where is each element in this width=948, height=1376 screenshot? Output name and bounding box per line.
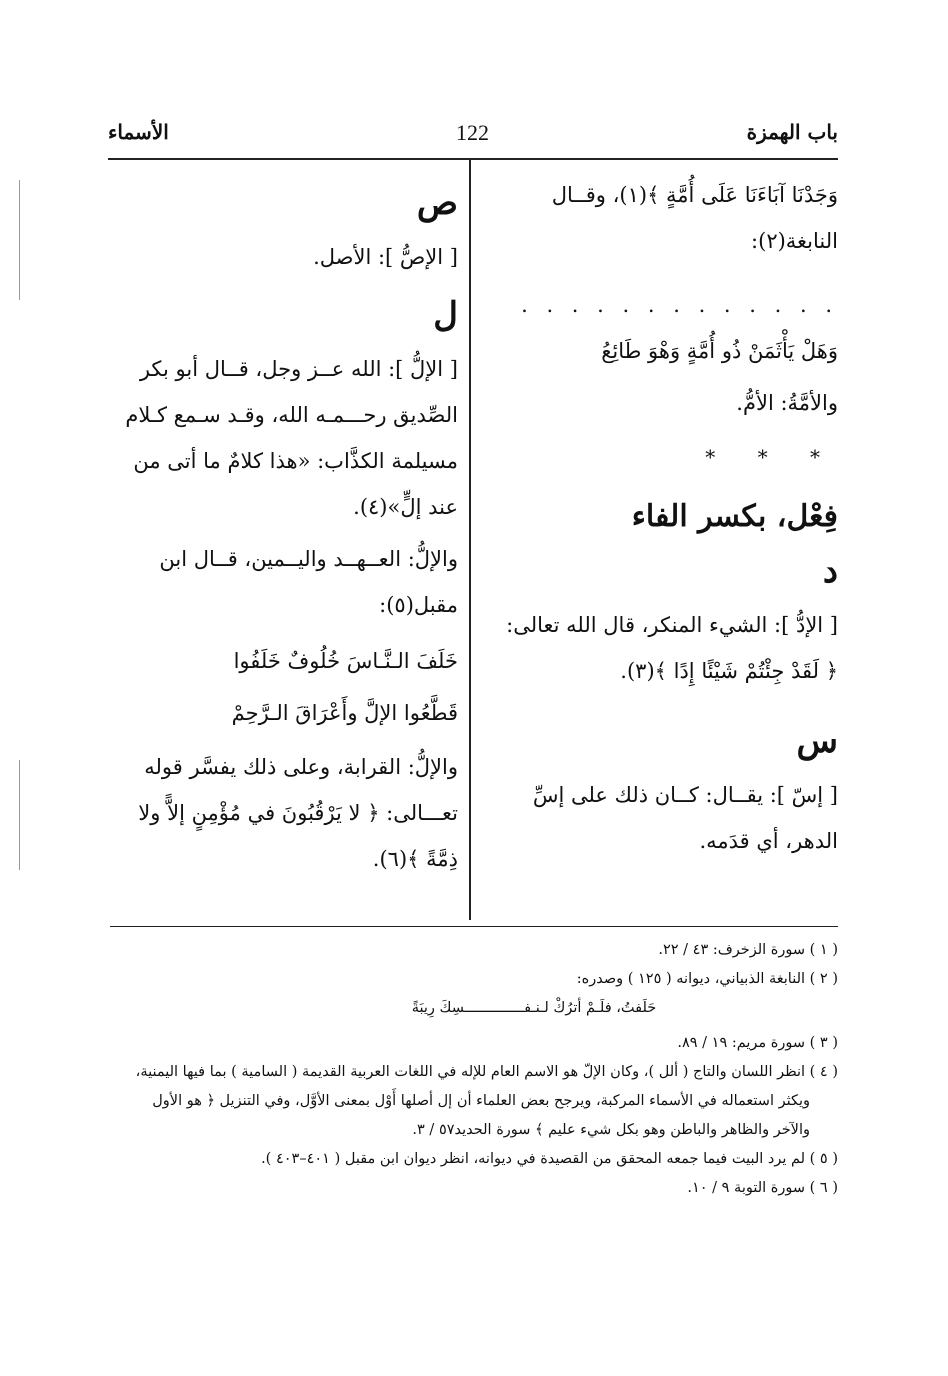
text-line: [ الإلُّ ]: الله عــز وجل، قــال أبو بكر — [139, 357, 458, 381]
text-line: والإلُّ: العــهــد واليــمين، قــال ابن — [159, 547, 458, 571]
text-line: النابغة(٢): — [751, 229, 838, 253]
letter-heading-sin: س — [796, 721, 838, 761]
text-line: [ إسّ ]: يقــال: كــان ذلك على إسِّ — [532, 783, 838, 807]
footnote: ( ٤ ) انظر اللسان والتاج ( ألل )، وكان الإلّ هو الاسم العام للإله في اللغات العربية القديمة ( السامية ) بما فيها اليمنية، — [135, 1064, 838, 1080]
right-column — [488, 172, 838, 864]
text-line: مسيلمة الكذَّاب: «هذا كلامٌ ما أتى من — [133, 449, 458, 473]
text-line: والإلُّ: القرابة، وعلى ذلك يفسَّر قوله — [144, 755, 458, 779]
footnote-continued: ويكثر استعماله في الأسماء المركبة، ويرجح بعض العلماء أن إل أصلها أَوْل بمعنى الأوَّل، وفي التنزيل ﴿ هو الأول — [152, 1093, 810, 1109]
letter-heading-dal: د — [822, 551, 838, 591]
text-line: ﴿ لَقَدْ جِئْتُمْ شَيْئًا إِدًا ﴾(٣). — [620, 659, 838, 683]
verse-line: وَهَلْ يَأْثَمَنْ ذُو أُمَّةٍ وَهْوَ طَائِعُ — [601, 339, 838, 363]
footnote: ( ٢ ) النابغة الذبياني، ديوانه ( ١٢٥ ) وصدره: — [576, 971, 838, 987]
column-divider — [469, 160, 471, 920]
text-line: مقبل(٥): — [379, 593, 458, 617]
chapter-title: باب الهمزة — [746, 120, 838, 144]
letter-heading-sad: ص — [416, 183, 458, 223]
poem-line: خَلَفَ الـنَّـاسَ خُلُوفٌ خَلَفُوا — [233, 649, 458, 673]
text-line: الصِّديق رحـــمـه الله، وقـد سـمع كـلام — [125, 403, 458, 427]
footnote-rule — [110, 926, 838, 927]
scan-edge-mark — [19, 760, 20, 870]
footnote: ( ٦ ) سورة التوبة ٩ / ١٠. — [687, 1180, 838, 1196]
letter-heading-lam: ل — [433, 295, 458, 335]
footnote: ( ٥ ) لم يرد البيت فيما جمعه المحقق من القصيدة في ديوانه، انظر ديوان ابن مقبل ( ٤٠١–٤٠٣ ). — [261, 1151, 838, 1167]
verse-dots: . . . . . . . . . . . . . — [521, 293, 838, 317]
footnote: ( ٣ ) سورة مريم: ١٩ / ٨٩. — [677, 1035, 838, 1051]
section-title: الأسماء — [108, 120, 169, 144]
text-line: [ الإدُّ ]: الشيء المنكر، قال الله تعالى: — [506, 613, 838, 637]
text-line: الدهر، أي قدَمه. — [699, 829, 838, 853]
section-separator: * * * — [705, 445, 838, 469]
footnote-poem: حَلَفتُ، فلَـمْ أترُكْ لـنـفــــــــــــــسِكَ رِيبَةً — [411, 1000, 657, 1016]
text-line: وَجَدْنَا آبَاءَنَا عَلَى أُمَّةٍ ﴾(١)، وقــال — [551, 183, 838, 207]
text-line: عند إلٍّ»(٤). — [353, 495, 458, 519]
section-heading: فِعْل، بكسر الفاء — [631, 499, 838, 534]
left-column — [108, 172, 458, 882]
header-rule — [108, 158, 838, 160]
text-line: ذِمَّةً ﴾(٦). — [372, 847, 458, 871]
footnote: ( ١ ) سورة الزخرف: ٤٣ / ٢٢. — [658, 942, 838, 958]
text-line: [ الإصُّ ]: الأصل. — [313, 245, 458, 269]
scan-edge-mark — [19, 180, 20, 300]
footnote-continued: والآخر والظاهر والباطن وهو بكل شيء عليم ﴾ سورة الحديد٥٧ / ٣. — [412, 1122, 810, 1138]
text-line: والأمَّةُ: الأمُّ. — [736, 391, 838, 415]
text-line: تعـــالى: ﴿ لا يَرْقُبُونَ في مُؤْمِنٍ إلاًّ ولا — [138, 801, 458, 825]
page-number: 122 — [456, 120, 489, 145]
page-header — [108, 112, 838, 152]
poem-line: قَطَّعُوا الإلَّ وأَعْرَاقَ الـرَّحِمْ — [231, 701, 458, 725]
footnotes — [110, 936, 838, 1203]
